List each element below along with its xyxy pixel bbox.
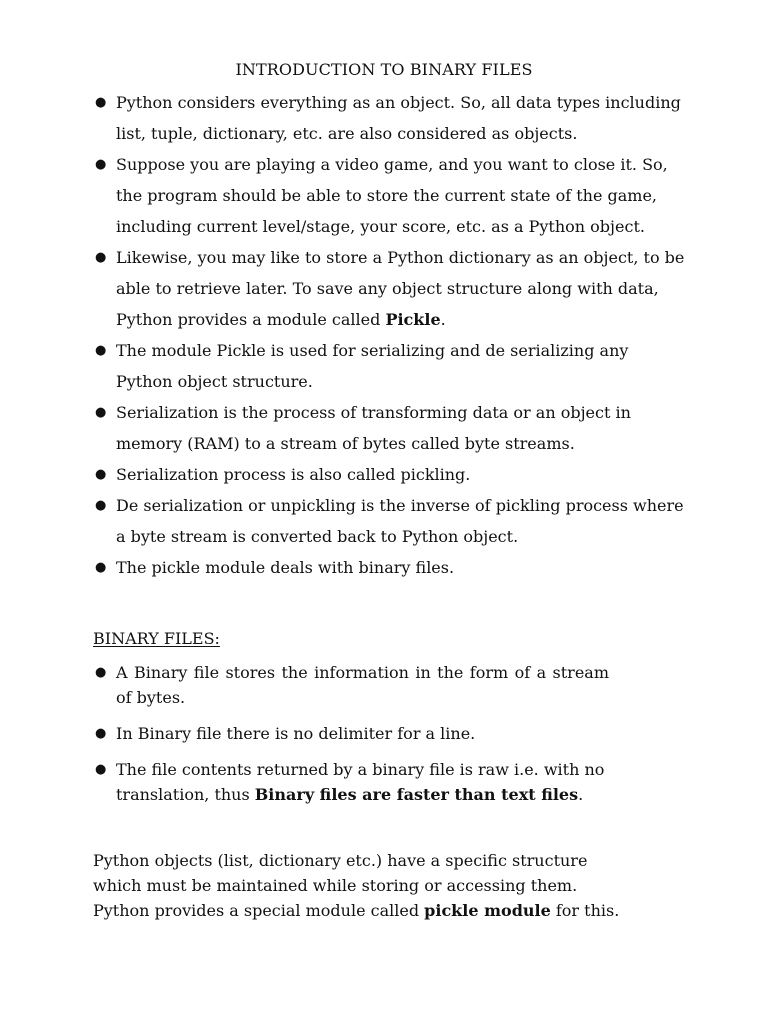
list-item xyxy=(95,721,609,746)
bullet-icon: ● xyxy=(95,95,107,110)
page-title: INTRODUCTION TO BINARY FILES xyxy=(235,60,533,79)
list-item xyxy=(95,87,685,149)
list-item-text-end: . xyxy=(578,785,584,804)
pickle-module-emphasis: pickle module xyxy=(424,901,551,920)
list-item xyxy=(95,660,609,710)
list-item-text: A Binary file stores the information in the form of a stream of bytes. xyxy=(116,663,609,707)
list-item-text-end: . xyxy=(440,310,446,329)
paragraph-line: Python objects (list, dictionary etc.) have a specific structure xyxy=(93,851,588,870)
bullet-icon: ● xyxy=(95,762,107,777)
paragraph-line xyxy=(93,898,653,923)
list-item xyxy=(95,490,685,552)
bullet-icon: ● xyxy=(95,498,107,513)
binary-files-bullet-list xyxy=(95,660,609,818)
list-item xyxy=(95,552,685,583)
paragraph-text-end: for this. xyxy=(550,901,620,920)
list-item xyxy=(95,459,685,490)
closing-paragraph xyxy=(93,848,653,923)
paragraph-line: which must be maintained while storing or accessing them. xyxy=(93,876,578,895)
list-item xyxy=(95,149,685,242)
list-item-text: Python considers everything as an object. So, all data types including list, tuple, dictionary, etc. are also considered as objects. xyxy=(116,93,681,143)
bullet-icon: ● xyxy=(95,726,107,741)
list-item-text: Likewise, you may like to store a Python dictionary as an object, to be able to retrieve later. To save any object structure along with data, Python provides a module called xyxy=(116,248,685,329)
bullet-icon: ● xyxy=(95,405,107,420)
binary-files-heading: BINARY FILES: xyxy=(93,629,220,648)
bullet-icon: ● xyxy=(95,560,107,575)
list-item-text: Suppose you are playing a video game, and you want to close it. So, the program should be able to store the current state of the game, including current level/stage, your score, etc. as a Python object. xyxy=(116,155,668,236)
list-item xyxy=(95,242,685,335)
bullet-icon: ● xyxy=(95,157,107,172)
list-item-text: The module Pickle is used for serializing and de serializing any Python object structure. xyxy=(116,341,629,391)
bullet-icon: ● xyxy=(95,250,107,265)
paragraph-text: Python provides a special module called xyxy=(93,901,425,920)
bullet-icon: ● xyxy=(95,467,107,482)
list-item xyxy=(95,335,685,397)
binary-faster-emphasis: Binary files are faster than text files xyxy=(254,785,579,804)
bullet-icon: ● xyxy=(95,343,107,358)
intro-bullet-list xyxy=(95,87,685,583)
pickle-keyword: Pickle xyxy=(385,310,441,329)
list-item-text: Serialization is the process of transforming data or an object in memory (RAM) to a stream of bytes called byte streams. xyxy=(116,403,631,453)
list-item-text: The file contents returned by a binary file is raw i.e. with no translation, thus xyxy=(116,760,605,804)
bullet-icon: ● xyxy=(95,665,107,680)
list-item-text: De serialization or unpickling is the inverse of pickling process where a byte stream is converted back to Python object. xyxy=(116,496,684,546)
list-item-text: Serialization process is also called pickling. xyxy=(116,465,471,484)
list-item-text: In Binary file there is no delimiter for a line. xyxy=(116,724,476,743)
list-item xyxy=(95,397,685,459)
list-item-text: The pickle module deals with binary files. xyxy=(116,558,455,577)
list-item xyxy=(95,757,609,807)
